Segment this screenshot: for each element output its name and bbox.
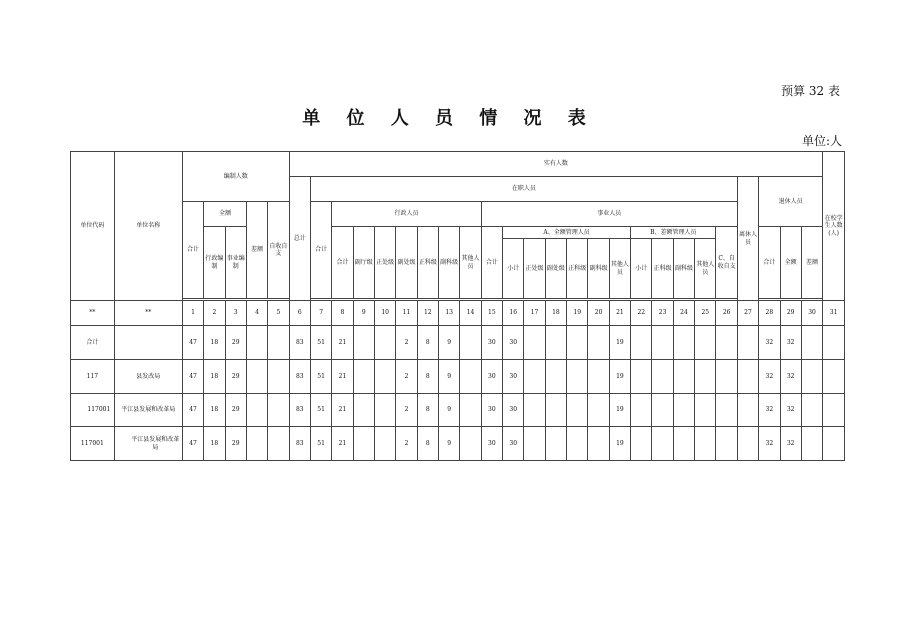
data-cell: 21 bbox=[332, 394, 353, 427]
data-cell: 21 bbox=[332, 326, 353, 360]
header-students: 在校学生人数(人) bbox=[823, 152, 845, 301]
data-cell bbox=[524, 427, 545, 461]
data-cell bbox=[801, 360, 822, 394]
index-cell: 3 bbox=[225, 301, 246, 326]
data-cell: 9 bbox=[439, 427, 460, 461]
data-cell bbox=[716, 394, 737, 427]
data-cell bbox=[588, 360, 609, 394]
index-cell: 18 bbox=[545, 301, 566, 326]
data-cell bbox=[652, 394, 673, 427]
row-unit-name: 平江县发展和改革局 bbox=[114, 394, 182, 427]
data-cell bbox=[716, 360, 737, 394]
data-cell bbox=[823, 427, 845, 461]
data-cell: 30 bbox=[481, 326, 502, 360]
data-cell: 32 bbox=[780, 427, 801, 461]
header-on-duty-total: 合计 bbox=[310, 202, 331, 299]
index-cell: 31 bbox=[823, 301, 845, 326]
row-unit-code: 117 bbox=[71, 360, 115, 394]
data-cell bbox=[588, 326, 609, 360]
table-row bbox=[71, 427, 845, 461]
row-unit-name: 县发改局 bbox=[114, 360, 182, 394]
data-cell: 30 bbox=[481, 360, 502, 394]
index-cell: 11 bbox=[396, 301, 417, 326]
data-cell bbox=[823, 326, 845, 360]
data-cell: 19 bbox=[609, 326, 630, 360]
data-cell: 32 bbox=[759, 360, 780, 394]
header-b-subtotal: 小计 bbox=[631, 239, 652, 299]
index-cell: 2 bbox=[204, 301, 225, 326]
data-cell bbox=[268, 326, 289, 360]
data-cell bbox=[268, 427, 289, 461]
row-unit-code: 117001 bbox=[71, 427, 115, 461]
header-public-total: 合计 bbox=[481, 227, 502, 299]
header-retired-total: 合计 bbox=[759, 227, 780, 299]
header-retired-full: 全额 bbox=[780, 227, 801, 299]
index-cell: 9 bbox=[353, 301, 374, 326]
data-cell: 30 bbox=[481, 427, 502, 461]
data-cell: 30 bbox=[503, 394, 524, 427]
data-cell bbox=[695, 394, 716, 427]
data-cell bbox=[353, 360, 374, 394]
data-cell: 83 bbox=[289, 326, 310, 360]
data-cell bbox=[823, 360, 845, 394]
header-a-deputy-section: 副科级 bbox=[588, 239, 609, 299]
index-cell: 26 bbox=[716, 301, 737, 326]
data-cell bbox=[652, 326, 673, 360]
data-cell bbox=[246, 360, 267, 394]
header-admin-staffing: 行政编制 bbox=[204, 227, 225, 299]
header-b-section-level: 正科级 bbox=[652, 239, 673, 299]
data-cell: 32 bbox=[780, 394, 801, 427]
header-public-staffing: 事业编制 bbox=[225, 227, 246, 299]
data-cell: 21 bbox=[332, 427, 353, 461]
data-cell: 9 bbox=[439, 326, 460, 360]
data-cell: 32 bbox=[759, 326, 780, 360]
data-cell bbox=[545, 326, 566, 360]
header-deputy-div: 副处级 bbox=[396, 227, 417, 299]
data-cell bbox=[460, 326, 481, 360]
data-cell bbox=[353, 394, 374, 427]
header-a-full-mgmt: A、全额管理人员 bbox=[503, 227, 631, 239]
data-cell: 30 bbox=[481, 394, 502, 427]
header-a-section-level: 正科级 bbox=[567, 239, 588, 299]
header-admin-other: 其他人员 bbox=[460, 227, 481, 299]
data-cell bbox=[268, 394, 289, 427]
data-cell bbox=[524, 326, 545, 360]
header-b-diff-mgmt: B、差额管理人员 bbox=[631, 227, 716, 239]
data-cell bbox=[737, 360, 758, 394]
data-cell: 8 bbox=[417, 326, 438, 360]
data-cell: 32 bbox=[759, 427, 780, 461]
data-cell: 51 bbox=[310, 427, 331, 461]
data-cell bbox=[374, 360, 395, 394]
data-cell: 2 bbox=[396, 326, 417, 360]
header-unit-name: 单位名称 bbox=[114, 152, 182, 301]
data-cell: 19 bbox=[609, 360, 630, 394]
data-cell: 9 bbox=[439, 394, 460, 427]
data-cell: 47 bbox=[182, 360, 203, 394]
data-cell: 47 bbox=[182, 326, 203, 360]
data-cell bbox=[374, 394, 395, 427]
data-cell bbox=[460, 427, 481, 461]
data-cell: 19 bbox=[609, 394, 630, 427]
data-cell: 18 bbox=[204, 360, 225, 394]
data-cell: 29 bbox=[225, 360, 246, 394]
index-cell: 27 bbox=[737, 301, 758, 326]
data-cell: 83 bbox=[289, 427, 310, 461]
table-row bbox=[71, 326, 845, 360]
data-cell bbox=[801, 394, 822, 427]
data-cell: 47 bbox=[182, 427, 203, 461]
header-full-funded: 全额 bbox=[204, 202, 247, 227]
personnel-table bbox=[70, 151, 845, 461]
data-cell bbox=[652, 360, 673, 394]
data-cell bbox=[673, 326, 694, 360]
header-row-1 bbox=[71, 152, 845, 177]
index-cell: 10 bbox=[374, 301, 395, 326]
data-cell bbox=[567, 326, 588, 360]
index-cell: 22 bbox=[631, 301, 652, 326]
header-deputy-section: 副科级 bbox=[439, 227, 460, 299]
header-b-deputy-section: 副科级 bbox=[673, 239, 694, 299]
index-cell: 20 bbox=[588, 301, 609, 326]
index-cell: 30 bbox=[801, 301, 822, 326]
data-cell: 30 bbox=[503, 427, 524, 461]
header-section-level: 正科级 bbox=[417, 227, 438, 299]
data-cell bbox=[374, 326, 395, 360]
data-cell bbox=[631, 360, 652, 394]
data-cell bbox=[374, 427, 395, 461]
data-cell: 18 bbox=[204, 394, 225, 427]
data-cell bbox=[567, 427, 588, 461]
index-cell: 17 bbox=[524, 301, 545, 326]
data-cell: 29 bbox=[225, 326, 246, 360]
data-cell bbox=[695, 360, 716, 394]
index-cell: 25 bbox=[695, 301, 716, 326]
index-cell: 12 bbox=[417, 301, 438, 326]
data-cell bbox=[737, 326, 758, 360]
row-unit-name: 平江县发展和改革局 bbox=[114, 427, 182, 461]
header-admin-total: 合计 bbox=[332, 227, 353, 299]
table-code-label: 预算 32 表 bbox=[781, 84, 840, 98]
data-cell: 18 bbox=[204, 326, 225, 360]
data-cell: 21 bbox=[332, 360, 353, 394]
header-div-level: 正处级 bbox=[374, 227, 395, 299]
index-cell: 7 bbox=[310, 301, 331, 326]
index-cell: 29 bbox=[780, 301, 801, 326]
header-a-div-level: 正处级 bbox=[524, 239, 545, 299]
data-cell bbox=[737, 427, 758, 461]
data-cell: 2 bbox=[396, 427, 417, 461]
data-cell bbox=[673, 394, 694, 427]
data-cell: 47 bbox=[182, 394, 203, 427]
table-row bbox=[71, 360, 845, 394]
data-cell: 19 bbox=[609, 427, 630, 461]
header-staffing-total: 合计 bbox=[182, 202, 203, 299]
data-cell: 32 bbox=[780, 360, 801, 394]
index-cell: ** bbox=[71, 301, 115, 326]
index-cell: 6 bbox=[289, 301, 310, 326]
data-cell: 29 bbox=[225, 427, 246, 461]
data-cell bbox=[823, 394, 845, 427]
data-cell bbox=[246, 326, 267, 360]
data-cell bbox=[716, 427, 737, 461]
data-cell: 51 bbox=[310, 326, 331, 360]
data-cell bbox=[695, 326, 716, 360]
data-cell: 8 bbox=[417, 427, 438, 461]
index-cell: 23 bbox=[652, 301, 673, 326]
header-dept-level: 副厅级 bbox=[353, 227, 374, 299]
row-unit-code: 合计 bbox=[71, 326, 115, 360]
index-cell: 21 bbox=[609, 301, 630, 326]
header-grand-total: 总计 bbox=[289, 177, 310, 301]
data-cell bbox=[545, 427, 566, 461]
header-retired-cadre: 离休人员 bbox=[737, 177, 758, 301]
header-retired-diff: 差额 bbox=[801, 227, 822, 299]
data-cell: 2 bbox=[396, 394, 417, 427]
data-cell bbox=[353, 427, 374, 461]
index-cell: 5 bbox=[268, 301, 289, 326]
data-cell bbox=[631, 326, 652, 360]
header-on-duty: 在职人员 bbox=[310, 177, 737, 202]
header-staffing: 编制人数 bbox=[182, 152, 289, 202]
header-a-deputy-div: 副处级 bbox=[545, 239, 566, 299]
data-cell: 51 bbox=[310, 394, 331, 427]
index-cell: 4 bbox=[246, 301, 267, 326]
data-cell bbox=[631, 394, 652, 427]
index-cell: 19 bbox=[567, 301, 588, 326]
header-retired: 退休人员 bbox=[759, 177, 823, 227]
data-cell bbox=[567, 394, 588, 427]
data-cell bbox=[588, 427, 609, 461]
index-cell: 13 bbox=[439, 301, 460, 326]
data-cell bbox=[524, 394, 545, 427]
unit-label: 单位:人 bbox=[801, 134, 842, 148]
data-cell: 8 bbox=[417, 360, 438, 394]
data-cell bbox=[673, 427, 694, 461]
data-cell: 51 bbox=[310, 360, 331, 394]
index-cell: 28 bbox=[759, 301, 780, 326]
data-cell bbox=[460, 394, 481, 427]
index-row bbox=[71, 301, 845, 326]
header-admin-staff: 行政人员 bbox=[332, 202, 481, 227]
data-cell bbox=[246, 394, 267, 427]
data-cell bbox=[673, 360, 694, 394]
data-cell bbox=[545, 360, 566, 394]
index-cell: 14 bbox=[460, 301, 481, 326]
header-c-self: C、自收自支 bbox=[716, 227, 737, 299]
data-cell bbox=[567, 360, 588, 394]
row-unit-name bbox=[114, 326, 182, 360]
index-cell: 24 bbox=[673, 301, 694, 326]
data-cell bbox=[246, 427, 267, 461]
data-cell bbox=[588, 394, 609, 427]
data-cell bbox=[524, 360, 545, 394]
data-cell bbox=[545, 394, 566, 427]
data-cell bbox=[652, 427, 673, 461]
header-b-other: 其他人员 bbox=[695, 239, 716, 299]
header-actual: 实有人数 bbox=[289, 152, 823, 177]
index-cell: 16 bbox=[503, 301, 524, 326]
header-row-3 bbox=[71, 202, 845, 227]
data-cell bbox=[801, 427, 822, 461]
row-unit-code: 117001 bbox=[71, 394, 115, 427]
data-cell: 18 bbox=[204, 427, 225, 461]
data-cell: 32 bbox=[780, 326, 801, 360]
header-diff-funded: 差额 bbox=[246, 202, 267, 299]
header-public-staff: 事业人员 bbox=[481, 202, 737, 227]
data-cell bbox=[631, 427, 652, 461]
data-cell: 29 bbox=[225, 394, 246, 427]
data-cell: 83 bbox=[289, 394, 310, 427]
index-cell: ** bbox=[114, 301, 182, 326]
header-self-funded: 自收自支 bbox=[268, 202, 289, 299]
data-cell bbox=[716, 326, 737, 360]
data-cell: 2 bbox=[396, 360, 417, 394]
data-cell: 83 bbox=[289, 360, 310, 394]
header-a-other: 其他人员 bbox=[609, 239, 630, 299]
table-row bbox=[71, 394, 845, 427]
data-cell: 32 bbox=[759, 394, 780, 427]
data-cell bbox=[353, 326, 374, 360]
data-cell: 30 bbox=[503, 360, 524, 394]
data-cell: 9 bbox=[439, 360, 460, 394]
data-cell bbox=[268, 360, 289, 394]
index-cell: 15 bbox=[481, 301, 502, 326]
index-cell: 1 bbox=[182, 301, 203, 326]
index-cell: 8 bbox=[332, 301, 353, 326]
data-cell bbox=[460, 360, 481, 394]
page-title: 单 位 人 员 情 况 表 bbox=[302, 108, 596, 129]
data-cell bbox=[801, 326, 822, 360]
data-cell: 30 bbox=[503, 326, 524, 360]
data-cell bbox=[695, 427, 716, 461]
header-a-subtotal: 小计 bbox=[503, 239, 524, 299]
data-cell bbox=[737, 394, 758, 427]
data-cell: 8 bbox=[417, 394, 438, 427]
header-unit-code: 单位代码 bbox=[71, 152, 115, 301]
